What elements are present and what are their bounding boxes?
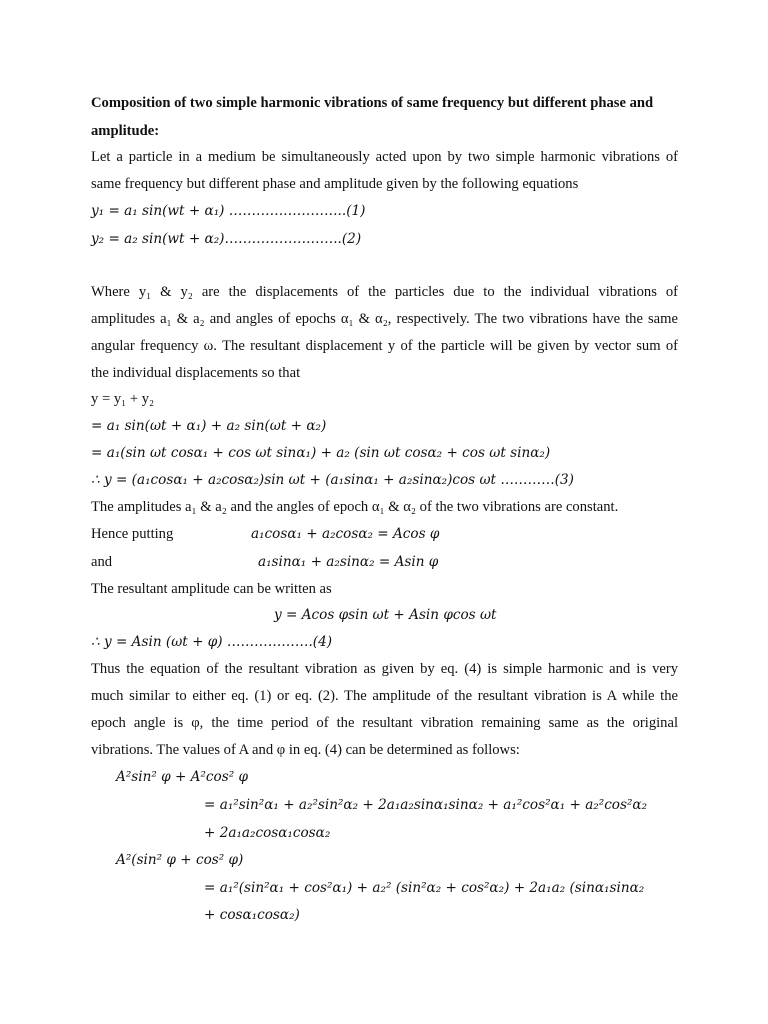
paragraph-2-line-3: angular frequency ω. The resultant displacement y of the particle will be given by vector sum of xyxy=(91,338,678,354)
derivation-line-3: = a₁(sin ωt cosα₁ + cos ωt sinα₁) + a₂ (sin ωt cosα₂ + cos ωt sinα₂) xyxy=(91,445,551,461)
intro-line-2: same frequency but different phase and amplitude given by the following equations xyxy=(91,176,579,192)
heading-line-1: Composition of two simple harmonic vibrations of same frequency but different phase and xyxy=(91,95,654,111)
derivation-line-4: ∴ y = (a₁cosα₁ + a₂cosα₂)sin ωt + (a₁sinα₁ + a₂sinα₂)cos ωt …………(3) xyxy=(91,472,574,488)
resultant-equation: y = Acos φsin ωt + Asin φcos ωt xyxy=(274,607,497,623)
and-label: and xyxy=(91,554,113,570)
final-line-3: + 2a₁a₂cosα₁cosα₂ xyxy=(204,825,331,841)
heading-line-2: amplitude: xyxy=(91,123,160,139)
paragraph-3-line-1: Thus the equation of the resultant vibration as given by eq. (4) is simple harmonic and is very xyxy=(91,661,678,677)
final-line-1: A²sin² φ + A²cos² φ xyxy=(116,769,248,785)
paragraph-2-line-1: Where y₁ & y₂ are the displacements of the particles due to the individual vibrations of xyxy=(91,284,678,300)
paragraph-3-line-4: vibrations. The values of A and φ in eq. (4) can be determined as follows: xyxy=(91,742,520,758)
hence-putting-label: Hence putting xyxy=(91,526,174,542)
derivation-line-1: y = y₁ + y₂ xyxy=(91,391,155,407)
equation-4: ∴ y = Asin (ωt + φ) ……………….(4) xyxy=(91,634,333,650)
final-line-6: + cosα₁cosα₂) xyxy=(204,907,300,923)
final-line-4: A²(sin² φ + cos² φ) xyxy=(116,852,244,868)
putting-equation-2: a₁sinα₁ + a₂sinα₂ = Asin φ xyxy=(258,554,439,570)
final-line-2: = a₁²sin²α₁ + a₂²sin²α₂ + 2a₁a₂sinα₁sinα₂ + a₁²cos²α₁ + a₂²cos²α₂ xyxy=(204,797,648,813)
paragraph-2-line-4: the individual displacements so that xyxy=(91,365,301,381)
intro-line-1: Let a particle in a medium be simultaneously acted upon by two simple harmonic vibrations of xyxy=(91,149,678,165)
equation-2: y₂ = a₂ sin(wt + α₂)……………………..(2) xyxy=(91,231,362,247)
putting-equation-1: a₁cosα₁ + a₂cosα₂ = Acos φ xyxy=(251,526,440,542)
derivation-line-2: = a₁ sin(ωt + α₁) + a₂ sin(ωt + α₂) xyxy=(91,418,327,434)
paragraph-3-line-3: epoch angle is φ, the time period of the resultant vibration remaining same as the original xyxy=(91,715,678,731)
equation-1: y₁ = a₁ sin(wt + α₁) ……………………..(1) xyxy=(91,203,366,219)
paragraph-3-line-2: much similar to either eq. (1) or eq. (2). The amplitude of the resultant vibration is A while the xyxy=(91,688,678,704)
paragraph-2-line-2: amplitudes a₁ & a₂ and angles of epochs α₁ & α₂, respectively. The two vibrations have the same xyxy=(91,311,678,327)
final-line-5: = a₁²(sin²α₁ + cos²α₁) + a₂² (sin²α₂ + cos²α₂) + 2a₁a₂ (sinα₁sinα₂ xyxy=(204,880,645,896)
constants-text: The amplitudes a₁ & a₂ and the angles of epoch α₁ & α₂ of the two vibrations are constant. xyxy=(91,499,619,515)
resultant-text: The resultant amplitude can be written as xyxy=(91,581,332,597)
